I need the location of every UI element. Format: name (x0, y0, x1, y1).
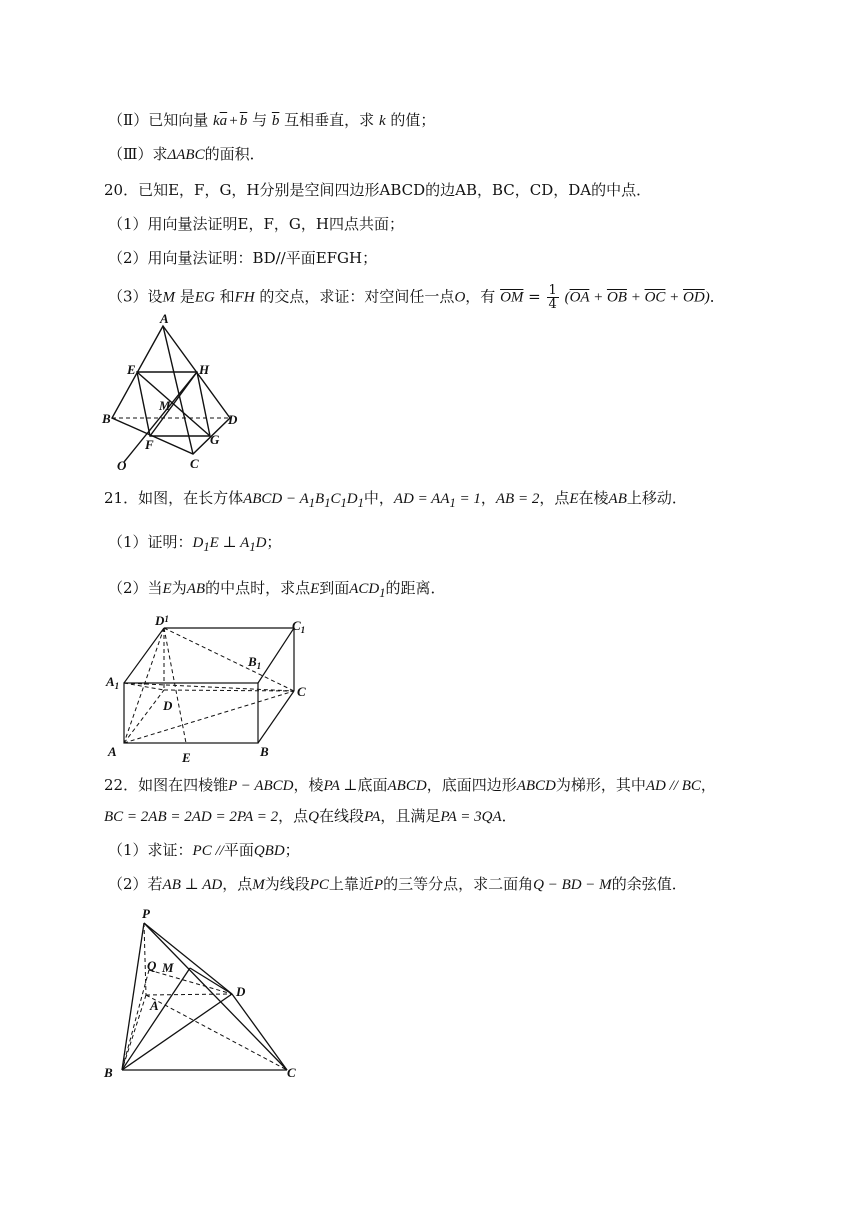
label-C1: $C_1$ (292, 618, 306, 635)
q20-stem: 20．已知E，F，G，H分别是空间四边形ABCD的边AB，BC，CD，DA的中点． (104, 181, 652, 199)
label-D: D (163, 698, 173, 713)
fraction-one-quarter: $\frac{1}{4}$ (548, 283, 557, 312)
q22-part1: （1）求证：PC //平面QBD； (108, 841, 300, 859)
label-B: B (104, 1065, 113, 1080)
label-G: G (210, 432, 220, 447)
label-E: E (127, 362, 136, 377)
q20-part1: （1）用向量法证明E，F，G，H四点共面； (108, 215, 404, 233)
label-B: B (260, 744, 269, 759)
label-D: D (228, 412, 238, 427)
label-C: C (297, 684, 306, 699)
label-H: H (199, 362, 210, 377)
q19-part2: （Ⅱ）已知向量 $k\overline{a}$ + $\overline{b}$ 与 $\overline{b}$ 互相垂直，求 k 的值； (108, 111, 436, 129)
label-O: O (117, 458, 127, 473)
label-A: A (150, 998, 159, 1013)
label-Q: Q (147, 958, 157, 973)
label-A1: $A_1$ (106, 674, 120, 691)
label-C: C (190, 456, 199, 471)
label-M: M (162, 960, 174, 975)
q20-part2: （2）用向量法证明：BD//平面EFGH； (108, 249, 378, 267)
label-P: P (142, 906, 150, 921)
label-B1: $B_1$ (248, 654, 262, 671)
label-E: E (182, 750, 191, 765)
label-D: D (236, 984, 246, 999)
q19-part3: （Ⅲ）求ΔABC的面积． (108, 145, 265, 163)
q20-part3: （3）设M 是EG 和FH 的交点，求证：对空间任一点O，有 $\overline{OM}$ = $\frac{1}{4}$ $(\overline{OA} + \overline{OB} + \overline{OC} + \overline{OD})$． (108, 283, 725, 312)
q21-part2: （2）当E为AB的中点时，求点E到面$ACD_1$的距离． (108, 579, 446, 600)
label-C: C (287, 1065, 296, 1080)
q22-part2: （2）若AB ⊥ AD，点M为线段PC上靠近P的三等分点，求二面角Q − BD − M的余弦值． (108, 875, 687, 893)
label-A: A (160, 311, 169, 326)
q21-part1: （1）证明：$D_1E$ ⊥ $A_1D$； (108, 533, 282, 554)
label-F: F (145, 437, 154, 452)
label-M: M (159, 398, 171, 413)
label-A: A (108, 744, 117, 759)
label-B: B (102, 411, 111, 426)
q22-stem: 22．如图在四棱锥P − ABCD，棱PA ⊥底面ABCD，底面四边形ABCD为梯形，其中AD // BC， (104, 776, 716, 794)
q22-stem-line2: BC = 2AB = 2AD = 2PA = 2，点Q在线段PA，且满足PA = 3QA． (104, 807, 517, 825)
q21-stem: 21．如图，在长方体ABCD − $A_1B_1C_1D_1$中，AD = $AA_1 = 1$，AB = 2，点E在棱AB上移动． (104, 489, 687, 510)
label-D1: $D^1$ (155, 613, 169, 628)
